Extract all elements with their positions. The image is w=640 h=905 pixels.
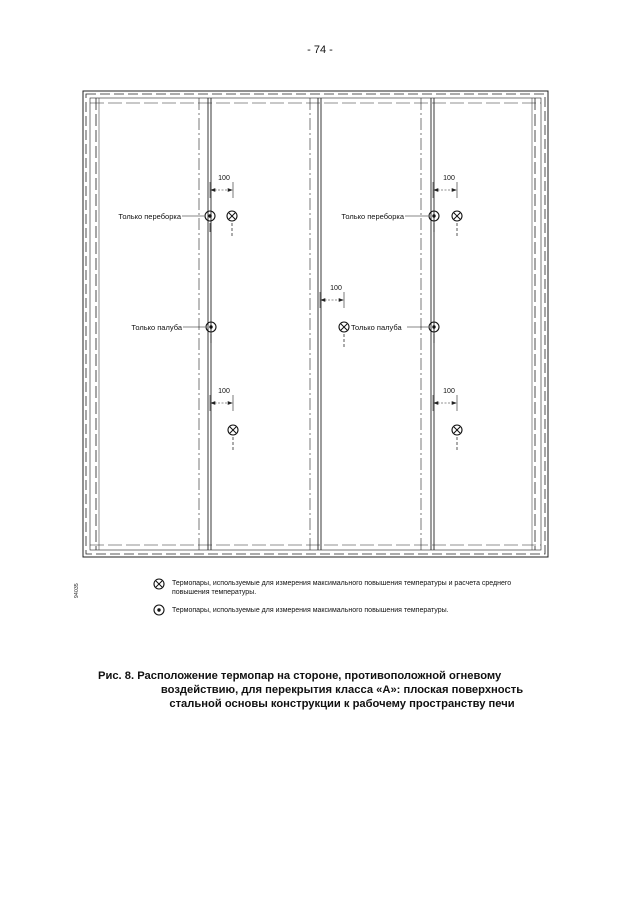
legend-item-1-text: Термопары, используемые для измерения максимального повышения температуры и расчета среднего повышения температуры. [172, 580, 512, 596]
figure-caption [98, 669, 546, 711]
thermocouple-group [205, 211, 462, 452]
callout-group [118, 212, 428, 332]
dimension-3 [320, 285, 344, 308]
caption-line-2: воздействию, для перекрытия класса «А»: плоская поверхность [160, 684, 524, 696]
dimension-1-label: 100 [218, 175, 230, 182]
callout-bulkhead-only-left: Только переборка [118, 212, 181, 221]
x-circle-icon [228, 425, 238, 452]
caption-line-1: Рис. 8. Расположение термопар на стороне, противоположной огневому [98, 670, 502, 682]
x-circle-icon [227, 211, 237, 238]
dot-circle-icon [154, 605, 164, 615]
dimension-2-label: 100 [443, 175, 455, 182]
dimension-4-label: 100 [218, 388, 230, 395]
caption-line-3: стальной основы конструкции к рабочему пространству печи [169, 698, 515, 710]
dimension-3-label: 100 [330, 285, 342, 292]
legend-item-2-text: Термопары, используемые для измерения максимального повышения температуры. [172, 607, 449, 614]
dimension-1 [210, 175, 233, 198]
x-circle-icon [452, 211, 462, 238]
legend-symbols [154, 579, 164, 615]
dimension-5 [433, 388, 457, 411]
callout-bulkhead-only-right: Только переборка [341, 212, 404, 221]
figure-code: 94035 [74, 583, 80, 598]
dimension-5-label: 100 [443, 388, 455, 395]
x-circle-icon [154, 579, 164, 589]
callout-deck-only-left: Только палуба [131, 323, 182, 332]
dimension-4 [210, 388, 233, 411]
x-circle-icon [339, 322, 349, 349]
callout-deck-only-right: Только палуба [351, 323, 402, 332]
dimension-group [210, 175, 457, 411]
page-number: - 74 - [307, 44, 333, 56]
dimension-2 [433, 175, 457, 198]
x-circle-icon [452, 425, 462, 452]
dot-circle-icon [205, 211, 215, 232]
